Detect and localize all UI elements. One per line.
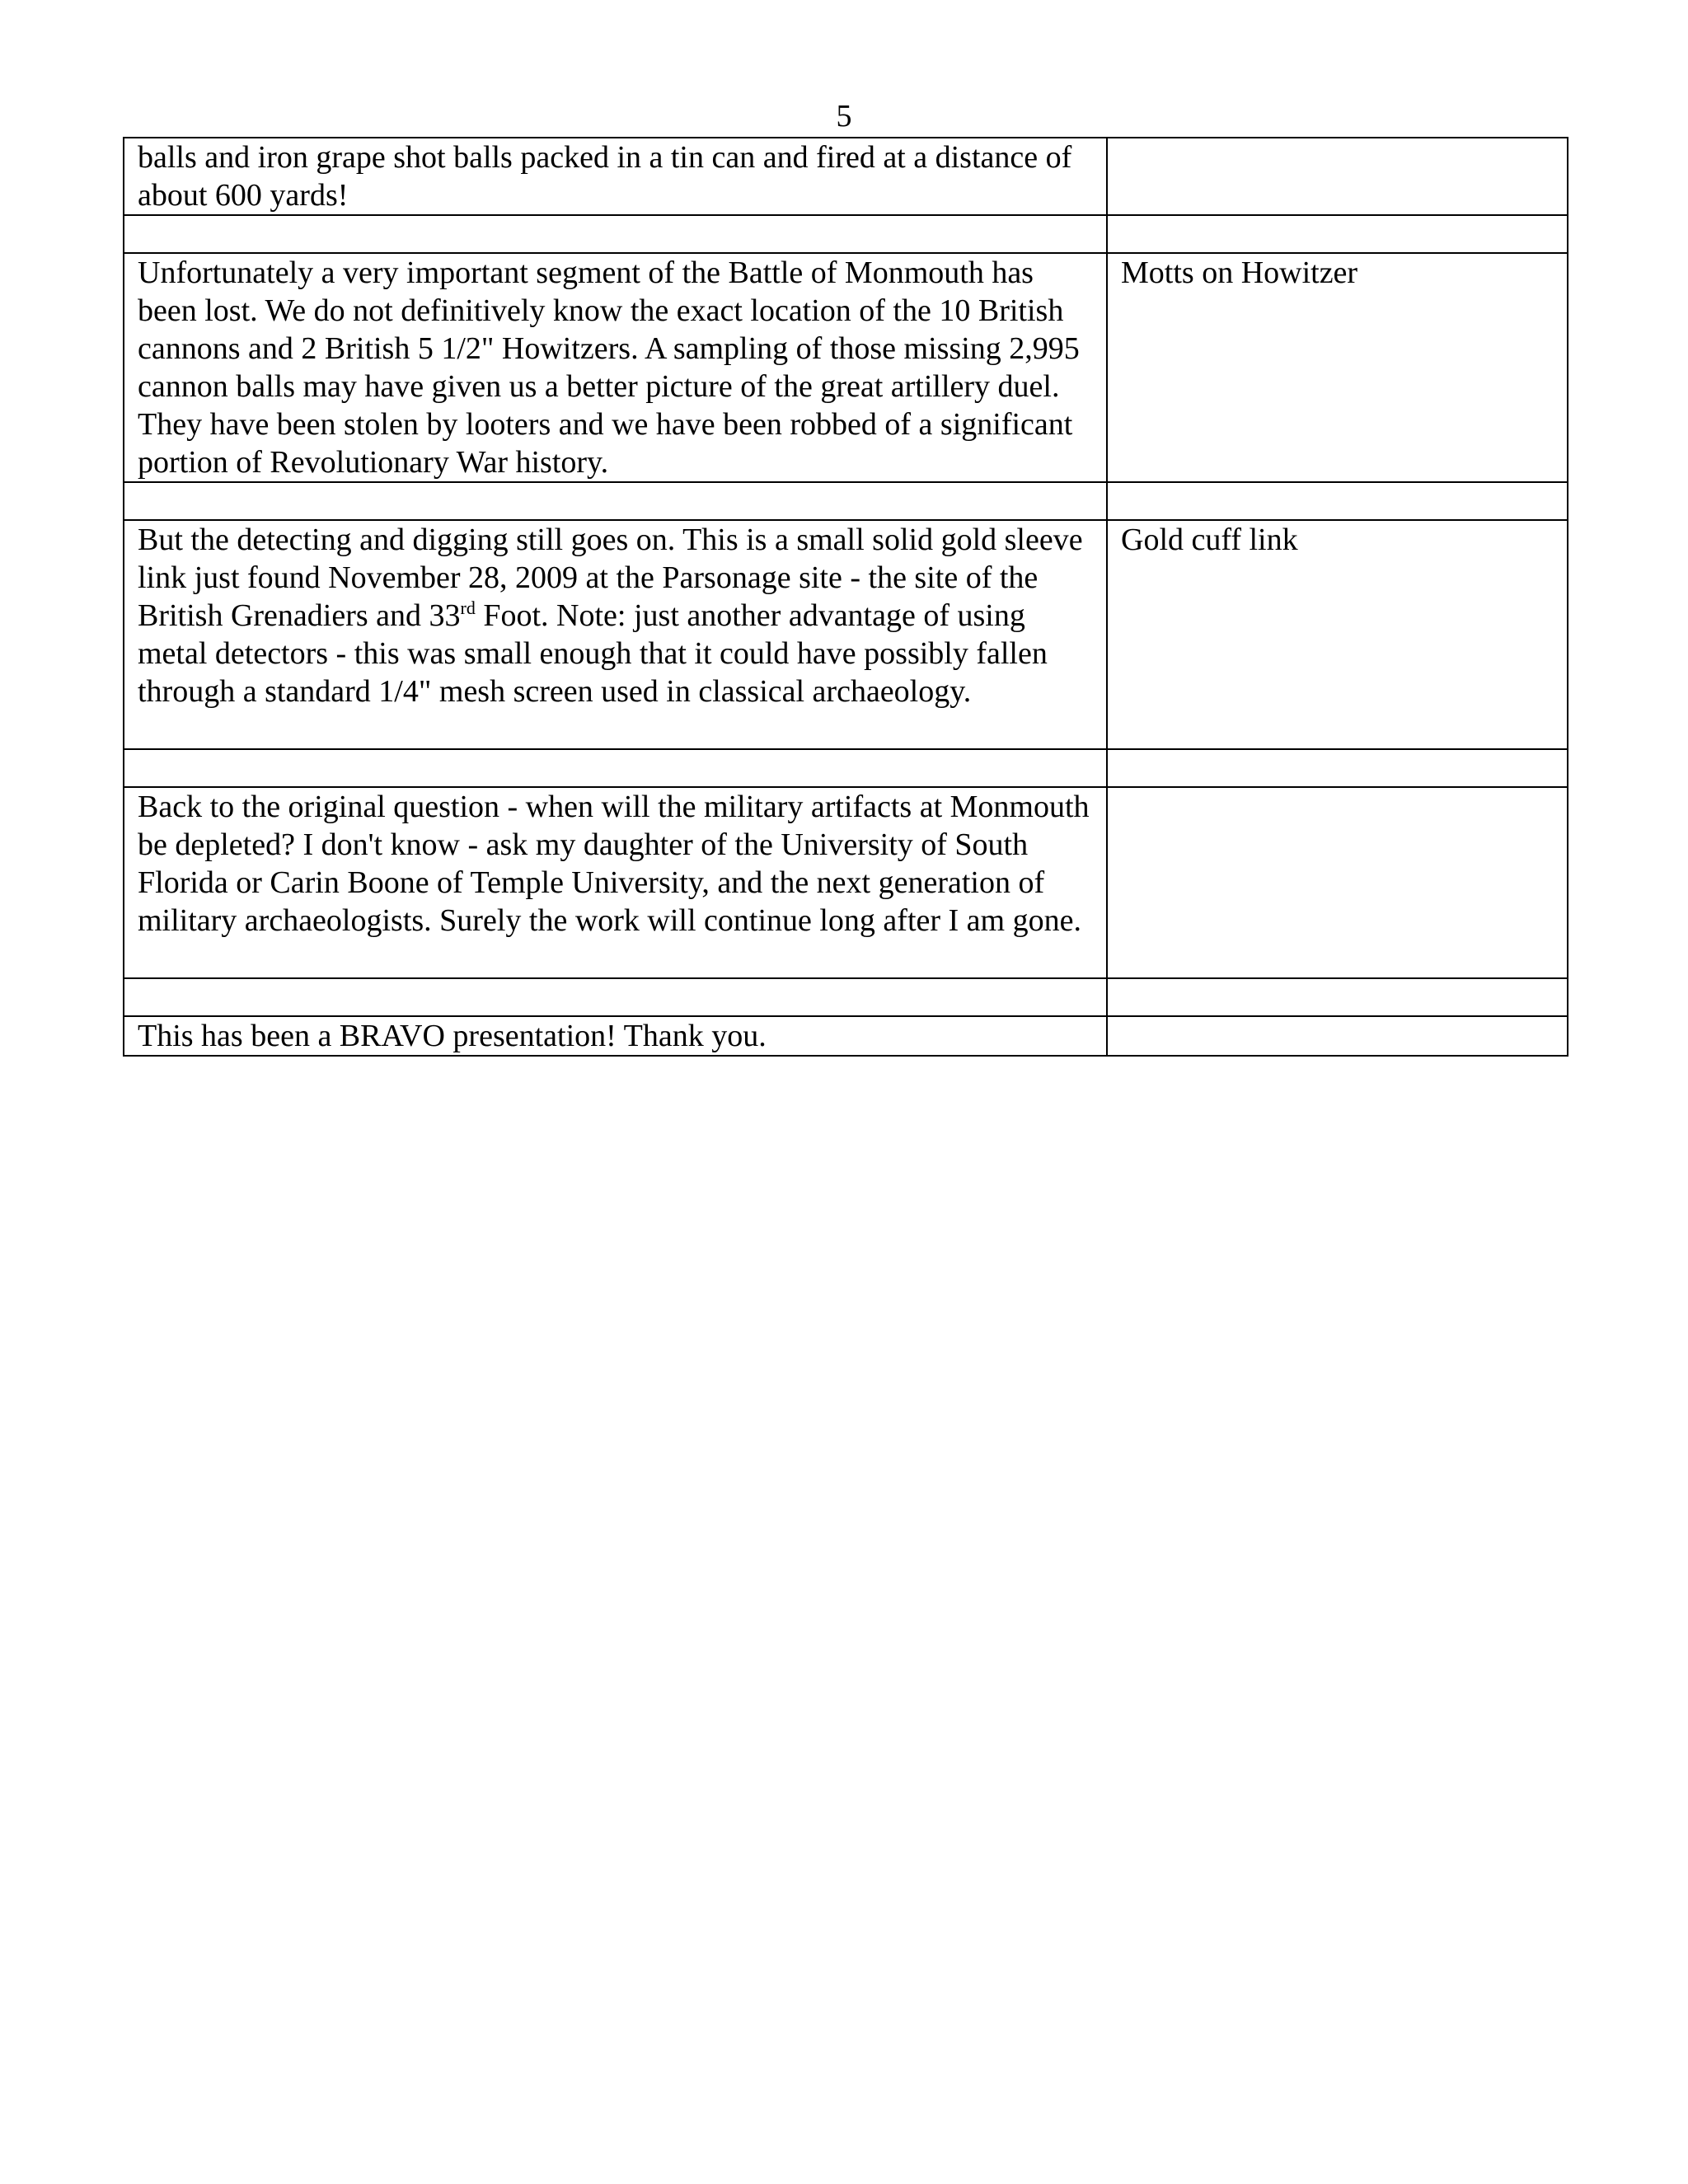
- spacer-row: [124, 215, 1568, 253]
- empty-cell: [124, 215, 1107, 253]
- spacer-row: [124, 978, 1568, 1016]
- empty-cell: [124, 482, 1107, 520]
- empty-cell: [124, 749, 1107, 787]
- empty-cell: [1107, 749, 1568, 787]
- note-cell: [1107, 787, 1568, 978]
- text-cell: Back to the original question - when will the military artifacts at Monmouth be depleted? I don't know - ask my daughter of the University of South Florida or Carin Boone of Temple University, and the next generation of military archaeologists. Surely the work will continue long after I am gone.: [124, 787, 1107, 978]
- content-table: [123, 137, 1568, 1057]
- table-row: [124, 1016, 1568, 1056]
- table-row: [124, 787, 1568, 978]
- text-cell: Unfortunately a very important segment of the Battle of Monmouth has been lost. We do not definitively know the exact location of the 10 British cannons and 2 British 5 1/2" Howitzers. A sampling of those missing 2,995 cannon balls may have given us a better picture of the great artillery duel. They have been stolen by looters and we have been robbed of a significant portion of Revolutionary War history.: [124, 253, 1107, 482]
- empty-cell: [1107, 215, 1568, 253]
- note-cell: Gold cuff link: [1107, 520, 1568, 749]
- table-row: [124, 138, 1568, 215]
- text-part: Foot. Note: just another advantage of using metal detectors - this was small enough that it could have possibly fallen through a standard 1/4" mesh screen used in classical archaeology.: [138, 598, 1048, 709]
- spacer-row: [124, 482, 1568, 520]
- spacer-row: [124, 749, 1568, 787]
- table-row: [124, 520, 1568, 749]
- note-cell: [1107, 138, 1568, 215]
- text-cell: This has been a BRAVO presentation! Thank you.: [124, 1016, 1107, 1056]
- empty-cell: [1107, 978, 1568, 1016]
- note-cell: [1107, 1016, 1568, 1056]
- text-cell: [124, 520, 1107, 749]
- empty-cell: [1107, 482, 1568, 520]
- page-number: 5: [836, 99, 852, 134]
- ordinal-suffix: rd: [460, 598, 476, 618]
- table-row: [124, 253, 1568, 482]
- text-cell: balls and iron grape shot balls packed in a tin can and fired at a distance of about 600 yards!: [124, 138, 1107, 215]
- note-cell: Motts on Howitzer: [1107, 253, 1568, 482]
- text-part: But the detecting and digging still goes on. This is a small solid gold sleeve link just found November 28, 2009 at the Parsonage site - the site of the British Grenadiers and 33: [138, 523, 1083, 633]
- empty-cell: [124, 978, 1107, 1016]
